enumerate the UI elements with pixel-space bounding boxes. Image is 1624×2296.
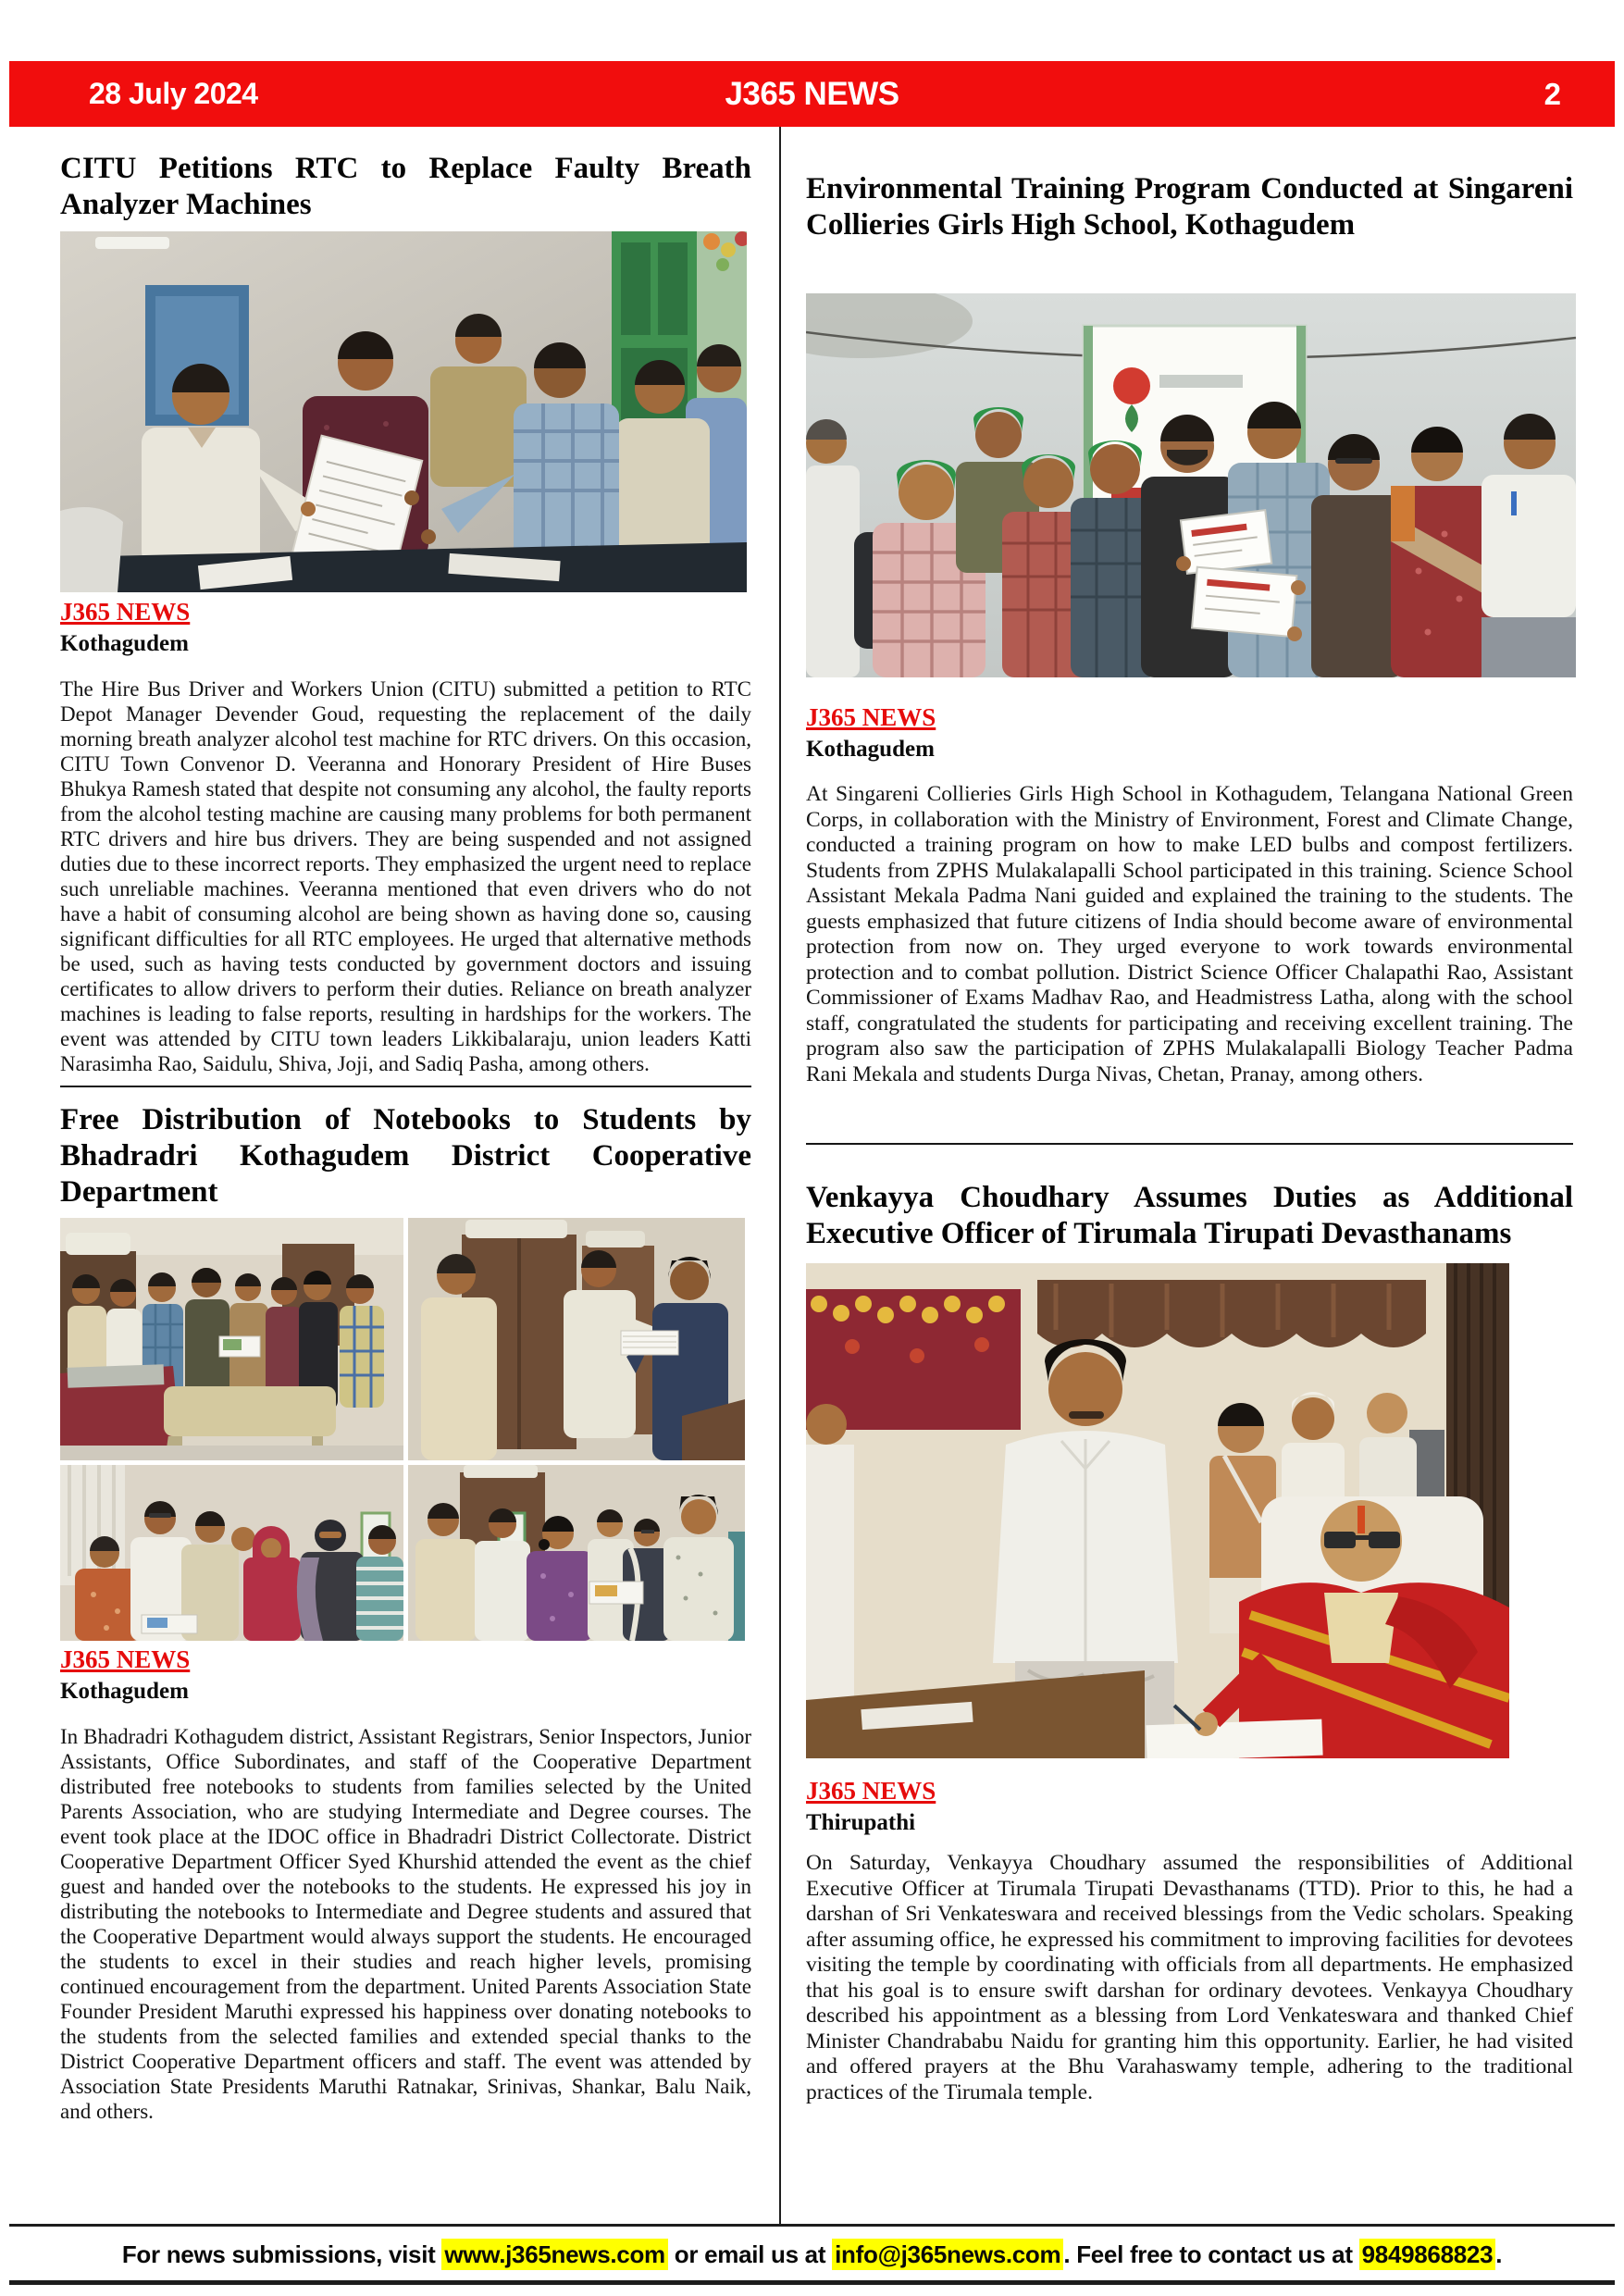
section-divider [806, 1143, 1573, 1145]
article-location: Kothagudem [60, 1679, 189, 1704]
article-body-citu: The Hire Bus Driver and Workers Union (CITU) submitted a petition to RTC Depot Manager Devender Goud, requesting the replacement of the daily morning breath analyzer alcohol test machine for RTC drivers. On this occasion, CITU Town Convenor D. Veeranna and Honorary President of Hire Buses Bhukya Ramesh stated that despite not consuming any alcohol, the faulty reports from the alcohol testing machine are causing many problems for both permanent RTC drivers and hire bus drivers. They are being suspended and not assigned duties due to these incorrect reports. They emphasized the urgent need to replace such unreliable machines. Veeranna mentioned that even drivers who do not have a habit of consuming alcohol are being shown as having done so, causing significant difficulties for all RTC employees. He urged that alternative methods be used, such as having tests conducted by government doctors and issuing certificates to allow drivers to perform their duties. Reliance on breath analyzer machines is leading to false reports, resulting in hardships for the workers. The event was attended by CITU town leaders Likkibalaraju, union leaders Katti Narasimha Rao, Saidulu, Shiva, Joji, and Sadiq Pasha, among others. [60, 677, 751, 1075]
header-date: 28 July 2024 [89, 77, 258, 110]
source-link-j365[interactable]: J365 NEWS [806, 1777, 936, 1805]
article-photo-ttd-officer [806, 1263, 1573, 1758]
footer-text-segment: . Feel free to contact us at [1063, 2240, 1359, 2268]
left-column [60, 127, 751, 2124]
footer-website-link[interactable]: www.j365news.com [441, 2239, 667, 2270]
header-bar [9, 61, 1615, 127]
article-body-notebooks: In Bhadradri Kothagudem district, Assistant Registrars, Senior Inspectors, Junior Assistants, Office Subordinates, and staff of the Cooperative Department distributed free notebooks to students from families selected by the United Parents Association, who are studying Intermediate and Degree courses. The event took place at the IDOC office in Bhadradri District Collectorate. District Cooperative Department Officer Syed Khurshid attended the event as the chief guest and handed over the notebooks to the students. He expressed his joy in distributing the notebooks to Intermediate and Degree students and assured that the Cooperative Department would always support the students. He encouraged the students to excel in their studies and reach higher levels, promising continued encouragement from the department. United Parents Association State Founder President Maruthi expressed his happiness over donating notebooks to the students from the selected families and extended special thanks to the District Cooperative Department officers and staff. The event was attended by Association State Presidents Maruthi Ratnakar, Srinivas, Shankar, Balu Naik, and others. [60, 1725, 751, 2123]
header-title: J365 NEWS [725, 75, 899, 112]
right-column [806, 127, 1573, 2105]
article-photo-citu-petition [60, 231, 751, 592]
column-divider [779, 127, 781, 2224]
article-location: Kothagudem [60, 631, 189, 656]
collage-photo-saree-woman-handing [408, 1465, 745, 1640]
collage-photo-hijab-students [60, 1465, 403, 1640]
source-link-j365[interactable]: J365 NEWS [60, 598, 191, 626]
article-location: Kothagudem [806, 737, 935, 762]
collage-photo-group-table [60, 1218, 403, 1460]
footer-text [122, 2240, 1502, 2269]
collage-photo-man-handing-notebooks [408, 1218, 745, 1460]
source-link-j365[interactable]: J365 NEWS [806, 703, 936, 731]
footer-email-link[interactable]: info@j365news.com [832, 2239, 1063, 2270]
article-headline-environment: Environmental Training Program Conducted at Singareni Collieries Girls High School, Kothagudem [806, 172, 1573, 242]
article-location: Thirupathi [806, 1810, 916, 1835]
article-body-environment: At Singareni Collieries Girls High School in Kothagudem, Telangana National Green Corps, in collaboration with the Ministry of Environment, Forest and Climate Change, conducted a training program on how to make LED bulbs and compost fertilizers. Students from ZPHS Mulakalapalli School participated in this training. Science School Assistant Mekala Padma Nani guided and explained the training to the students. The guests emphasized that future citizens of India should become aware of environmental protection from now on. They urged everyone to work towards environmental protection and to combat pollution. District Science Officer Chalapathi Rao, Assistant Commissioner of Exams Madhav Rao, and Headmistress Latha, along with the school staff, congratulated the students for participating and receiving excellent training. The program also saw the participation of ZPHS Mulakalapalli Biology Teacher Padma Rani Mekala and students Durga Nivas, Chetan, Pranay, among others. [806, 782, 1573, 1086]
article-headline-ttd: Venkayya Choudhary Assumes Duties as Additional Executive Officer of Tirumala Tirupati Devasthanams [806, 1181, 1573, 1250]
header-page-number: 2 [1543, 76, 1561, 111]
section-divider [60, 1086, 751, 1087]
source-link-j365[interactable]: J365 NEWS [60, 1645, 191, 1673]
article-body-ttd: On Saturday, Venkayya Choudhary assumed the responsibilities of Additional Executive Officer at Tirumala Tirupati Devasthanams (TTD). Prior to this, he had a darshan of Sri Venkateswara and received blessings from the Vedic scholars. Speaking after assuming office, he expressed his commitment to improving facilities for devotees visiting the temple by coordinating with officials from all departments. He emphasized that his goal is to ensure swift darshan for ordinary devotees. Venkayya Choudhary described his appointment as a blessing from Lord Venkateswara and thanked Chief Minister Chandrababu Naidu for granting him this opportunity. Earlier, he had visited and offered prayers at the Bhu Varahaswamy temple, adhering to the traditional practices of the Tirumala temple. [806, 1851, 1573, 2104]
footer-text-segment: or email us at [667, 2240, 833, 2268]
footer-text-segment: For news submissions, visit [121, 2240, 442, 2268]
article-headline-notebooks: Free Distribution of Notebooks to Students by Bhadradri Kothagudem District Cooperative Department [60, 1103, 751, 1209]
article-headline-citu: CITU Petitions RTC to Replace Faulty Breath Analyzer Machines [60, 152, 751, 221]
footer-text-segment: . [1495, 2240, 1503, 2268]
footer-bar [9, 2224, 1615, 2283]
footer-phone-link[interactable]: 9849868823 [1359, 2239, 1496, 2270]
article-photo-environment-training [806, 293, 1573, 677]
footer-bottom-line [9, 2280, 1615, 2285]
photo-collage-notebooks [60, 1218, 751, 1640]
